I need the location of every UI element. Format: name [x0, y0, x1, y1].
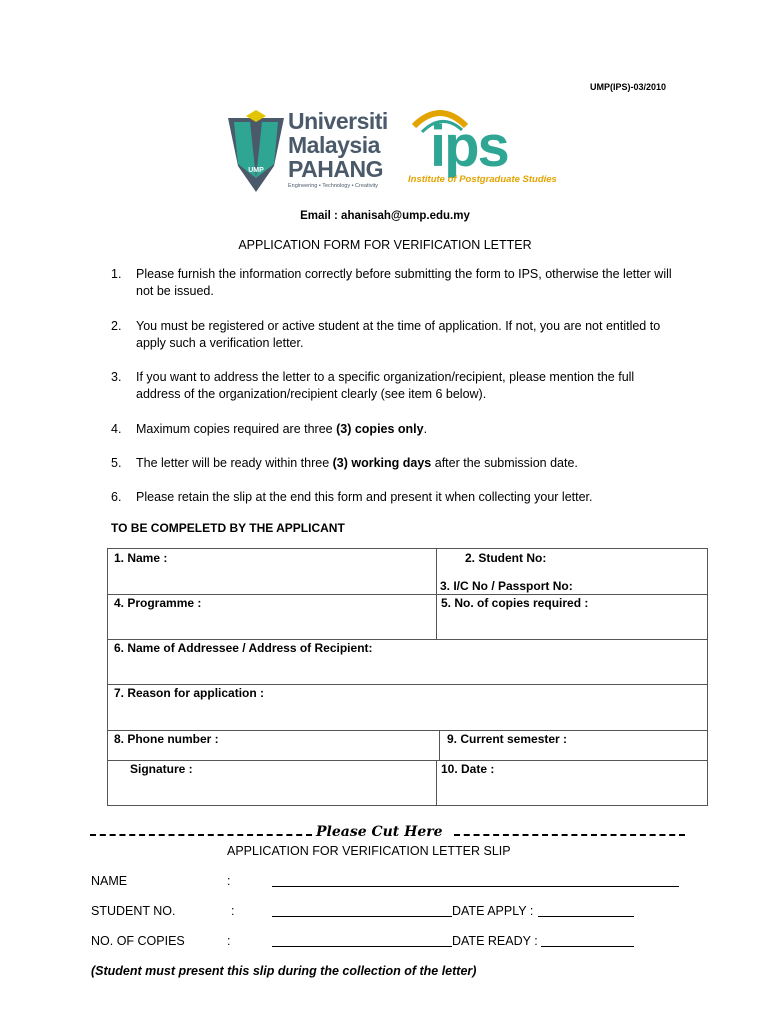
applicant-section-heading: TO BE COMPELETD BY THE APPLICANT — [111, 521, 345, 535]
phone-field[interactable]: 8. Phone number : — [114, 732, 219, 746]
instruction-text: Please furnish the information correctly before submitting the form to IPS, otherwise the letter will not be issued. — [136, 267, 672, 298]
ips-logo-text: ips — [430, 114, 508, 179]
ips-logo — [406, 106, 557, 192]
instruction-item — [111, 421, 681, 438]
signature-field[interactable]: Signature : — [130, 762, 193, 776]
ump-shield-icon — [228, 108, 284, 194]
copies-field[interactable]: 5. No. of copies required : — [436, 595, 707, 639]
cut-dashes-right — [454, 834, 685, 836]
ump-logo-line3: PAHANG — [288, 156, 383, 182]
table-row — [108, 595, 707, 640]
addressee-field[interactable]: 6. Name of Addressee / Address of Recipient: — [114, 641, 373, 655]
instruction-number: 5. — [111, 456, 122, 470]
instruction-number: 1. — [111, 267, 122, 281]
instruction-item — [111, 266, 681, 300]
ump-logo — [228, 108, 398, 194]
slip-date-apply-field[interactable] — [538, 916, 634, 917]
slip-copies-label: NO. OF COPIES — [91, 934, 185, 948]
date-field[interactable]: 10. Date : — [436, 761, 707, 805]
instruction-item — [111, 369, 681, 403]
instruction-item — [111, 489, 681, 506]
table-row — [108, 761, 707, 805]
ump-badge-text: UMP — [248, 167, 264, 174]
instruction-text: You must be registered or active student at the time of application. If not, you are not entitled to apply such a verification letter. — [136, 319, 661, 350]
ump-logo-line2: Malaysia — [288, 132, 380, 158]
name-field[interactable]: 1. Name : — [114, 551, 168, 565]
slip-name-field[interactable] — [272, 886, 679, 887]
slip-note: (Student must present this slip during the collection of the letter) — [91, 964, 477, 978]
semester-field[interactable]: 9. Current semester : — [439, 731, 707, 760]
slip-student-label: STUDENT NO. — [91, 904, 176, 918]
applicant-table — [107, 548, 708, 806]
ips-logo-subtitle: Institute of Postgraduate Studies — [408, 174, 557, 185]
student-no-field[interactable]: 2. Student No: — [436, 549, 707, 594]
instruction-number: 3. — [111, 370, 122, 384]
slip-date-ready-label: DATE READY : — [452, 934, 538, 948]
cut-line — [90, 824, 685, 844]
table-row — [108, 731, 707, 761]
slip-date-ready-field[interactable] — [541, 946, 634, 947]
cut-here-label: Please Cut Here — [316, 824, 443, 840]
instruction-number: 6. — [111, 490, 122, 504]
slip-colon: : — [227, 874, 231, 888]
contact-email: Email : ahanisah@ump.edu.my — [300, 210, 470, 222]
ic-passport-field[interactable]: 3. I/C No / Passport No: — [440, 579, 573, 593]
instruction-text: Maximum copies required are three (3) copies only. — [136, 422, 428, 436]
cut-dashes-left — [90, 834, 312, 836]
slip-date-apply-label: DATE APPLY : — [452, 904, 534, 918]
table-row — [108, 640, 707, 685]
programme-field[interactable]: 4. Programme : — [114, 596, 202, 610]
slip-colon: : — [227, 934, 231, 948]
slip-colon: : — [231, 904, 235, 918]
ump-logo-line1: Universiti — [288, 108, 388, 134]
slip-student-field[interactable] — [272, 916, 452, 917]
form-reference-code: UMP(IPS)-03/2010 — [590, 82, 667, 92]
instruction-text: If you want to address the letter to a specific organization/recipient, please mention the full address of the organization/recipient clearly (see item 6 below). — [136, 370, 635, 401]
instruction-text: Please retain the slip at the end this form and present it when collecting your letter. — [136, 490, 593, 504]
instruction-number: 2. — [111, 319, 122, 333]
instruction-item — [111, 318, 681, 352]
slip-copies-field[interactable] — [272, 946, 452, 947]
ump-logo-tagline: Engineering • Technology • Creativity — [288, 183, 378, 189]
slip-title: APPLICATION FOR VERIFICATION LETTER SLIP — [227, 844, 511, 858]
instruction-text: The letter will be ready within three (3) working days after the submission date. — [136, 456, 578, 470]
slip-name-label: NAME — [91, 874, 128, 888]
reason-field[interactable]: 7. Reason for application : — [114, 686, 265, 700]
table-row — [108, 549, 707, 595]
instruction-item — [111, 455, 681, 472]
form-title: APPLICATION FORM FOR VERIFICATION LETTER — [238, 238, 532, 252]
instruction-number: 4. — [111, 422, 122, 436]
table-row — [108, 685, 707, 731]
